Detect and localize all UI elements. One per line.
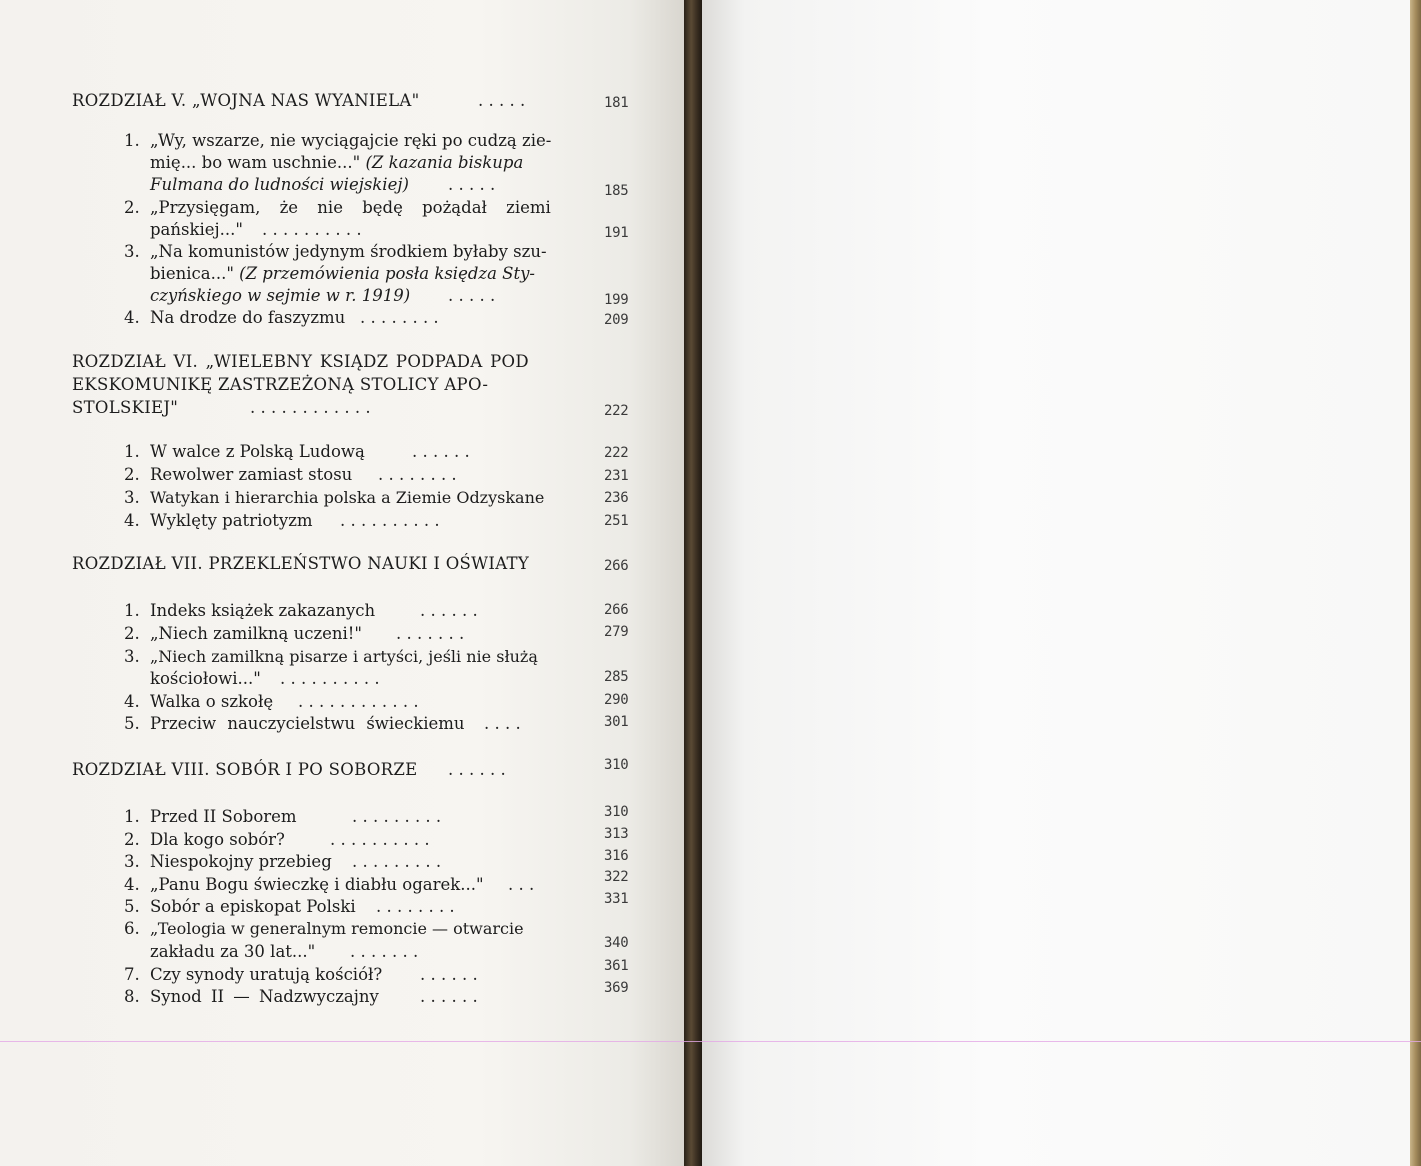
toc-page-number: 285 <box>604 669 629 685</box>
toc-page-number: 266 <box>604 602 629 618</box>
toc-page-number: 191 <box>604 225 629 241</box>
toc-entry-line: zakładu za 30 lat..." . . . . . . . <box>150 942 419 961</box>
toc-page-number: 340 <box>604 935 629 951</box>
toc-entry-line: kościołowi..." . . . . . . . . . . <box>150 669 380 688</box>
toc-page-number: 236 <box>604 490 629 506</box>
toc-page-number: 199 <box>604 292 629 308</box>
toc-page-number: 279 <box>604 624 629 640</box>
table-of-contents: ROZDZIAŁ V. „WOJNA NAS WYANIELA" . . . . . 181 1. „Wy, wszarze, nie wyciągajcie ręki po cudzą zie- mię... bo wam uschnie..." (Z kazania biskupa Fulmana do ludności wiejskiej) . . . . . 185 2. „Przysięgam, że nie będę pożądał ziemi pańskiej..." . . . . . . . . . . 191 3. „Na komunistów jedynym środkiem byłaby szu- bienica..." (Z przemówienia posła księdza Sty- czyńskiego w sejmie w r. 1919) . . . . . 199 4. Na drodze do faszyzmu . . . . . . . . 209 ROZDZIAŁ VI. „WIELEBNY KSIĄDZ PODPADA POD EKSKOMUNIKĘ ZASTRZEŻONĄ STOLICY APO- STOLSKIEJ" . . . . . . . . . . . . 222 1. W walce z Polską Ludową . . . . . . 222 2. Rewolwer zamiast stosu . . . . . . . . 231 3. Watykan i hierarchia polska a Ziemie Odzyskane 236 4. Wyklęty patriotyzm . . . . . . . . . . 251 ROZDZIAŁ VII. PRZEKLEŃSTWO NAUKI I OŚWIATY 266 1. Indeks książek zakazanych . . . . . . 266 2. „Niech zamilkną uczeni!" . . . . . . . 279 3. „Niech zamilkną pisarze i artyści, jeśli nie służą kościołowi..." . . . . . . . . . . 285 4. Walka o szkołę . . . . . . . . . . . . 290 5. Przeciw nauczycielstwu świeckiemu . . . . 301 ROZDZIAŁ VIII. SOBÓR I PO SOBORZE . . . . . . 310 1. Przed II Soborem . . . . . . . . . 310 2. Dla kogo sobór? . . . . . . . . . . 313 3. Niespokojny przebieg . . . . . . . . . 316 4. „Panu Bogu świeczkę i diabłu ogarek..." . . . 322 5. Sobór a episkopat Polski . . . . . . . . 331 6. „Teologia w generalnym remoncie — otwarcie zakładu za 30 lat..." . . . . . . . 340 7. Czy synody uratują kościół? . . . . . . 361 8. Synod II — Nadzwyczajny . . . . . . 369 <box>0 0 684 1166</box>
toc-page-number: 313 <box>604 826 629 842</box>
toc-page-number: 222 <box>604 445 629 461</box>
toc-page-number: 231 <box>604 468 629 484</box>
toc-page-number: 251 <box>604 513 629 529</box>
toc-page-number: 301 <box>604 714 629 730</box>
toc-page-number: 310 <box>604 804 629 820</box>
toc-page-number: 369 <box>604 980 629 996</box>
toc-entry-line: Fulmana do ludności wiejskiej) <box>150 175 409 194</box>
toc-page-number: 322 <box>604 869 629 885</box>
chapter-8-page: 310 <box>604 757 629 773</box>
toc-page-number: 331 <box>604 891 629 907</box>
book-gutter <box>684 0 702 1166</box>
chapter-5-heading: ROZDZIAŁ V. „WOJNA NAS WYANIELA" . . . . . <box>72 91 526 110</box>
chapter-7-heading: ROZDZIAŁ VII. PRZEKLEŃSTWO NAUKI I OŚWIATY <box>72 554 530 573</box>
toc-page-number: 290 <box>604 692 629 708</box>
chapter-5-page: 181 <box>604 95 629 111</box>
toc-page-number: 209 <box>604 312 629 328</box>
right-page <box>702 0 1410 1166</box>
chapter-6-page: 222 <box>604 403 629 419</box>
toc-page-number: 316 <box>604 848 629 864</box>
toc-entry-line: bienica..." (Z przemówienia posła księdza Sty- <box>150 264 536 283</box>
chapter-6-heading: ROZDZIAŁ VI. „WIELEBNY KSIĄDZ PODPADA POD <box>72 352 529 371</box>
chapter-6-heading-line: EKSKOMUNIKĘ ZASTRZEŻONĄ STOLICY APO- <box>72 375 489 394</box>
toc-entry-line: czyńskiego w sejmie w r. 1919) <box>150 286 411 305</box>
toc-entry-line: mię... bo wam uschnie..." (Z kazania biskupa <box>150 153 524 172</box>
toc-entry-line: pańskiej..." . . . . . . . . . . <box>150 220 362 239</box>
toc-page-number: 361 <box>604 958 629 974</box>
chapter-6-heading-line: STOLSKIEJ" . . . . . . . . . . . . <box>72 398 371 417</box>
toc-page-number: 185 <box>604 183 629 199</box>
chapter-8-heading: ROZDZIAŁ VIII. SOBÓR I PO SOBORZE . . . . . . <box>72 760 506 779</box>
chapter-7-page: 266 <box>604 558 629 574</box>
book-edge <box>1410 0 1421 1166</box>
